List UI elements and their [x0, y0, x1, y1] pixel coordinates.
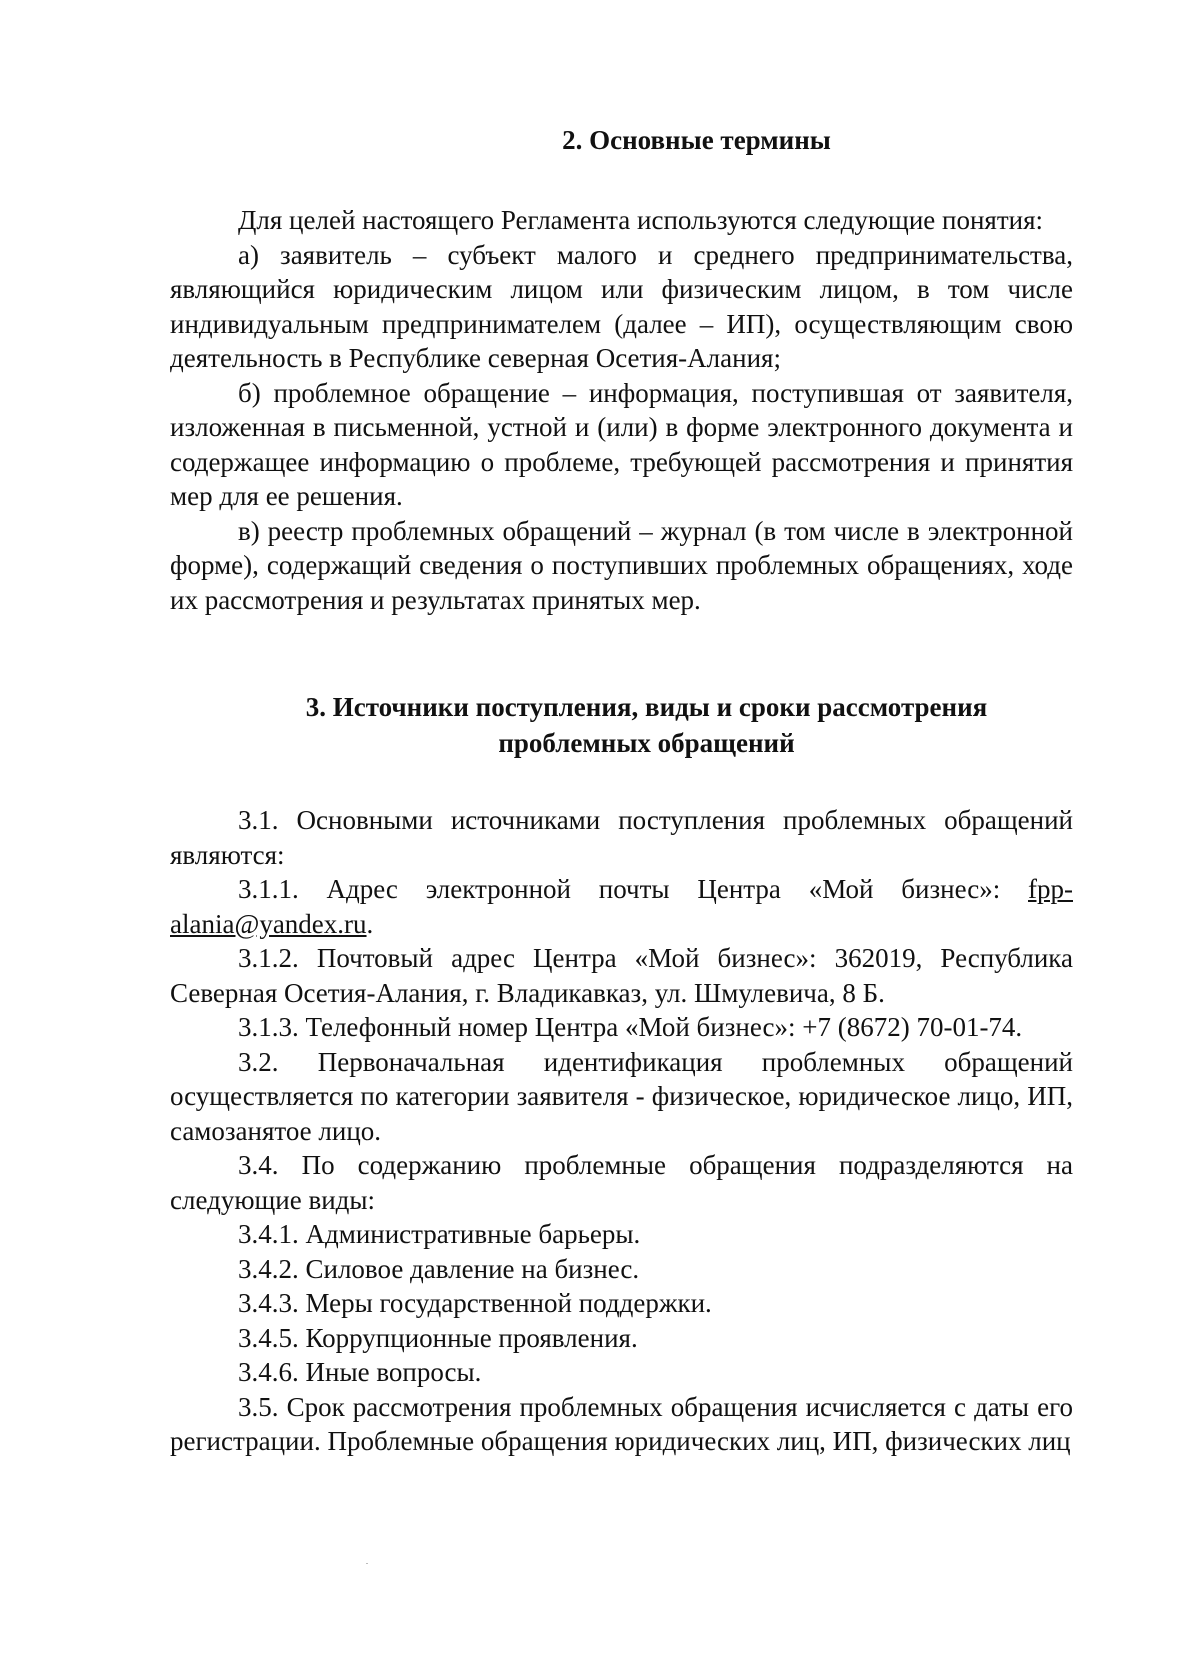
paragraph-3-5: 3.5. Срок рассмотрения проблемных обращения исчисляется с даты его регистрации. Проблемные обращения юридических лиц, ИП, физических лиц [170, 1391, 1073, 1456]
section-2-intro: Для целей настоящего Регламента используются следующие понятия: [238, 205, 1043, 235]
document-body [170, 122, 1073, 1459]
section-3-title-line-1: 3. Источники поступления, виды и сроки рассмотрения [305, 692, 988, 722]
section-3-title-line-2: проблемных обращений [498, 728, 795, 758]
section-2-title: 2. Основные термины [562, 125, 831, 155]
paragraph-3-4: 3.4. По содержанию проблемные обращения подразделяются на следующие виды: [170, 1150, 1073, 1215]
paragraph-3-2: 3.2. Первоначальная идентификация проблемных обращений осуществляется по категории заявителя - физическое, юридическое лицо, ИП, самозанятое лицо. [170, 1046, 1073, 1146]
term-problem-appeal: б) проблемное обращение – информация, поступившая от заявителя, изложенная в письменной, устной и (или) в форме электронного документа и содержащее информацию о проблеме, требующей рассмотрения и принятия мер для ее решения. [170, 377, 1073, 511]
paragraph-3-4-2: 3.4.2. Силовое давление на бизнес. [238, 1253, 640, 1284]
paragraph-3-1: 3.1. Основными источниками поступления проблемных обращений являются: [170, 805, 1073, 870]
paragraph-3-1-3: 3.1.3. Телефонный номер Центра «Мой бизнес»: +7 (8672) 70-01-74. [238, 1012, 1023, 1042]
paragraph-3-1-2: 3.1.2. Почтовый адрес Центра «Мой бизнес»: 362019, Республика Северная Осетия-Алания, г. Владикавказ, ул. Шмулевича, 8 Б. [170, 943, 1073, 1008]
paragraph-3-1-1-text: 3.1.1. Адрес электронной почты Центра «Мой бизнес»: [238, 874, 1029, 904]
email-link[interactable]: fpp-alania@yandex.ru [170, 874, 1073, 939]
term-applicant: а) заявитель – субъект малого и среднего предпринимательства, являющийся юридическим лицом или физическим лицом, в том числе индивидуальным предпринимателем (далее – ИП), осуществляющим свою деятельность в Республике северная Осетия-Алания; [170, 239, 1073, 373]
term-appeal-registry: в) реестр проблемных обращений – журнал (в том числе в электронной форме), содержащий сведения о поступивших проблемных обращениях, ходе их рассмотрения и результатах принятых мер. [170, 515, 1073, 615]
paragraph-3-1-1 [170, 872, 1073, 941]
paragraph-3-1-1-end: . [366, 908, 374, 939]
paragraph-3-4-3: 3.4.3. Меры государственной поддержки. [238, 1288, 712, 1318]
scan-speck [366, 1563, 368, 1564]
paragraph-3-4-5: 3.4.5. Коррупционные проявления. [238, 1322, 638, 1353]
section-3-title [170, 689, 1073, 761]
paragraph-3-4-1: 3.4.1. Административные барьеры. [238, 1219, 641, 1249]
paragraph-3-4-6: 3.4.6. Иные вопросы. [238, 1357, 482, 1387]
